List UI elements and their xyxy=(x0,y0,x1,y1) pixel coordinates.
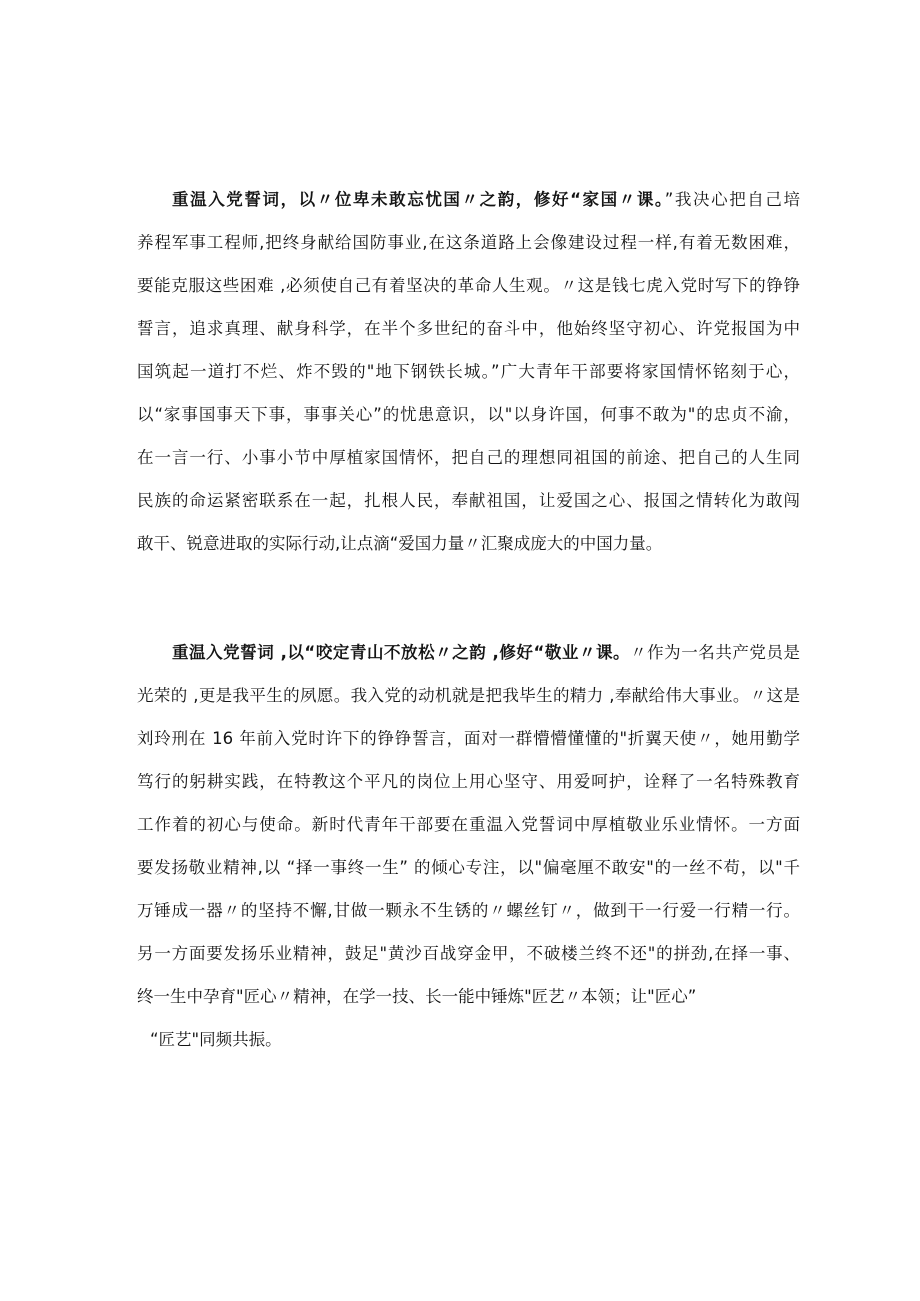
paragraph-heading: 重温入党誓词 ,以“咬定青山不放松〃之韵 ,修好“敬业〃课。 xyxy=(172,643,631,662)
paragraph-heading: 重温入党誓词，以〃位卑未敢忘忧国〃之韵，修好“家国〃课。 xyxy=(172,190,665,209)
text-line: 万锤成一器〃的坚持不懈,甘做一颗永不生锈的〃螺丝钉〃，做到干一行爱一行精一行。 xyxy=(137,901,800,920)
text-line xyxy=(137,178,800,221)
text-line: 要发扬敬业精神,以 “择一事终一生” 的倾心专注，以"偏毫厘不敢安"的一丝不苟，以"千 xyxy=(137,858,800,877)
text-span: ”我决心把自己培 xyxy=(664,190,800,209)
text-line: 终一生中孕育"匠心〃精神，在学一技、长一能中锤炼"匠艺〃本领；让"匠心” xyxy=(137,987,697,1006)
text-line xyxy=(137,631,800,674)
text-line: 笃行的躬耕实践，在特教这个平凡的岗位上用心坚守、用爱呵护，诠释了一名特殊教育 xyxy=(137,772,800,791)
text-line: 要能克服这些困难 ,必须使自己有着坚决的革命人生观。〃这是钱七虎入党时写下的铮铮 xyxy=(137,276,800,295)
text-line: 养程军事工程师,把终身献给国防事业,在这条道路上会像建设过程一样,有着无数困难， xyxy=(137,233,800,252)
text-line: 以“家事国事天下事，事事关心”的忧患意识，以"以身许国，何事不敢为"的忠贞不渝， xyxy=(137,405,800,424)
text-span: 〃作为一名共产党员是 xyxy=(630,643,800,662)
text-line: 另一方面要发扬乐业精神，鼓足"黄沙百战穿金甲，不破楼兰终不还"的拼劲,在择一事、 xyxy=(137,944,800,963)
text-line: 光荣的 ,更是我平生的夙愿。我入党的动机就是把我毕生的精力 ,奉献给伟大事业。〃这是 xyxy=(137,686,800,705)
paragraph-dedication xyxy=(137,631,800,1061)
text-line: 在一言一行、小事小节中厚植家国情怀，把自己的理想同祖国的前途、把自己的人生同 xyxy=(137,448,800,467)
text-line: 国筑起一道打不烂、炸不毁的"地下钢铁长城。”广大青年干部要将家国情怀铭刻于心， xyxy=(137,362,800,381)
text-line: 工作着的初心与使命。新时代青年干部要在重温入党誓词中厚植敬业乐业情怀。一方面 xyxy=(137,815,800,834)
text-line: 民族的命运紧密联系在一起，扎根人民，奉献祖国，让爱国之心、报国之情转化为敢闯 xyxy=(137,491,800,510)
paragraph-family-patriotism xyxy=(137,178,800,565)
text-line: “匠艺"同频共振。 xyxy=(150,1030,282,1049)
text-line: 敢干、锐意进取的实际行动,让点滴“爱国力量〃汇聚成庞大的中国力量。 xyxy=(137,534,663,553)
text-line: 誓言，追求真理、献身科学，在半个多世纪的奋斗中，他始终坚守初心、许党报国为中 xyxy=(137,319,800,338)
text-line: 刘玲刑在 16 年前入党时许下的铮铮誓言，面对一群懵懵懂懂的"折翼天使〃，她用勤学 xyxy=(137,729,800,748)
